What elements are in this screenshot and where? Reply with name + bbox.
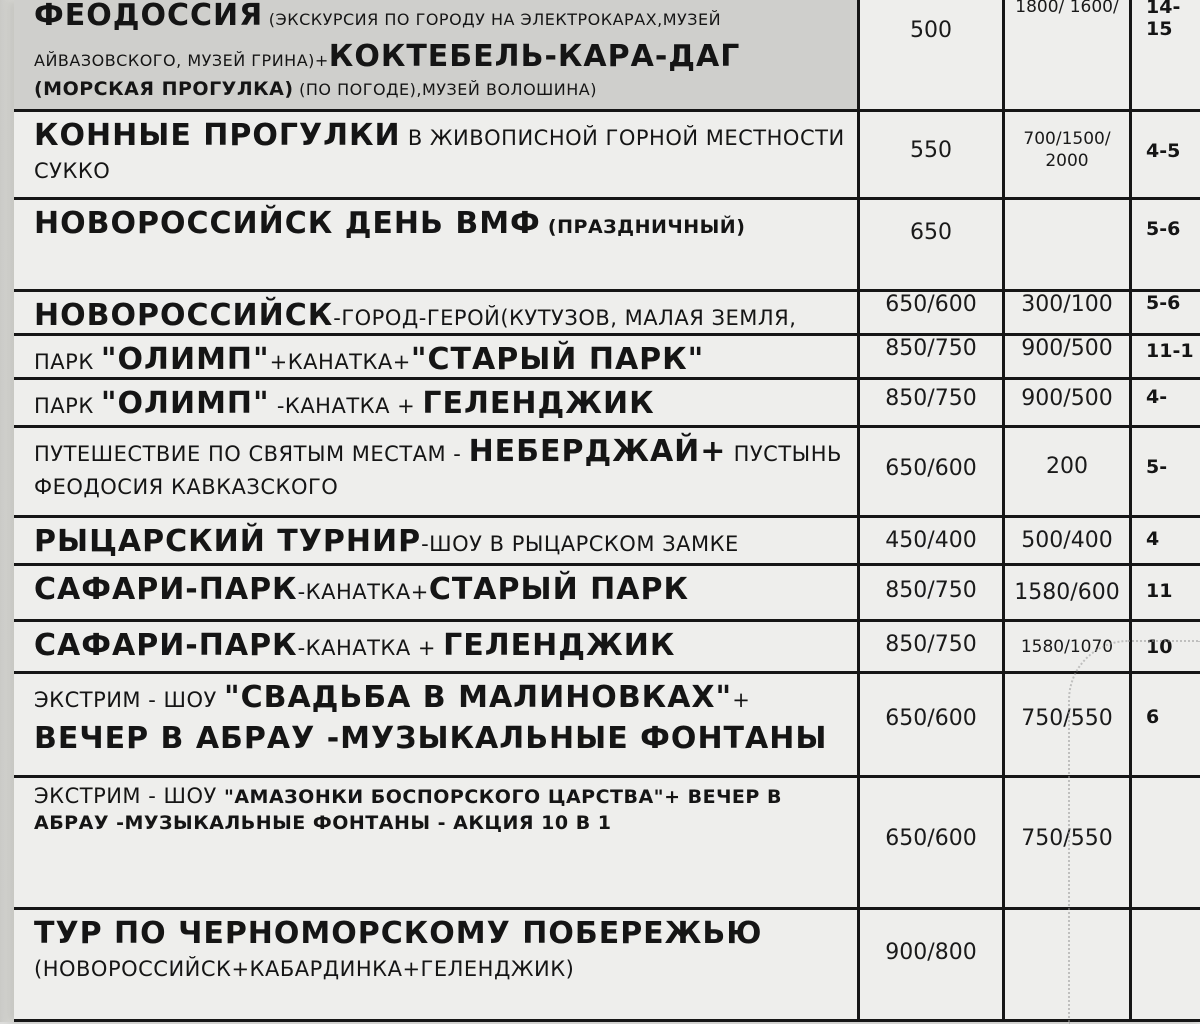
excursion-title-part: "ОЛИМП" [100,386,270,421]
excursion-title-part: ГЕЛЕНДЖИК [422,386,655,421]
excursion-title-part: -КАНАТКА + [269,394,423,418]
days-cell [1132,566,1200,619]
table-row [14,428,1200,518]
excursion-title-part: -ШОУ В РЫЦАРСКОМ ЗАМКЕ [421,532,739,556]
extra-price-cell [1005,0,1132,109]
excursion-title-cell [14,336,860,377]
excursion-title-part: ГЕЛЕНДЖИК [443,628,676,663]
excursion-title-part: (НОВОРОССИЙСК+КАБАРДИНКА+ГЕЛЕНДЖИК) [34,956,575,981]
price-cell [860,0,1005,109]
extra-price-value: 900/500 [1021,336,1113,361]
days-cell [1132,0,1200,109]
excursion-title-cell [14,622,860,671]
extra-price-value: 300/100 [1021,292,1113,317]
price-cell [860,622,1005,671]
days-value: 10 [1146,636,1173,658]
price-value: 650/600 [885,706,977,731]
price-value: 650/600 [885,292,977,317]
table-row [14,112,1200,200]
excursion-title-cell [14,200,860,289]
price-cell [860,566,1005,619]
excursion-title-part: САФАРИ-ПАРК [34,572,298,607]
excursion-title-part: ВЕЧЕР В АБРАУ -МУЗЫКАЛЬНЫЕ ФОНТАНЫ [34,720,828,756]
excursion-title-part: "ОЛИМП" [100,342,270,377]
extra-price-value: 1580/1070 [1020,637,1114,657]
excursion-title-part: "СВАДЬБА В МАЛИНОВКАХ" [223,680,733,715]
excursion-title-part: САФАРИ-ПАРК [34,628,298,663]
excursion-title-part: (ПО ПОГОДЕ),МУЗЕЙ ВОЛОШИНА) [293,80,597,99]
excursion-title-part: НОВОРОССИЙСК [34,298,334,333]
extra-price-cell [1005,380,1132,425]
excursion-title-part: КОКТЕБЕЛЬ-КАРА- [328,38,669,74]
excursion-title-part: ПУТЕШЕСТВИЕ ПО СВЯТЫМ МЕСТАМ - [34,442,469,466]
excursion-title-part: "АМАЗОНКИ БОСПОРСКОГО ЦАРСТВА"+ ВЕЧЕР В АБРАУ -МУЗЫКАЛЬНЫЕ ФОНТАНЫ - АКЦИЯ 10 В 1 [34,786,782,834]
excursion-title-cell [14,674,860,775]
days-value: 5-6 [1146,218,1181,240]
table-row [14,778,1200,910]
price-cell [860,200,1005,289]
excursion-title-part: + [732,688,751,712]
price-value: 650/600 [885,826,977,851]
days-value: 4-5 [1146,140,1181,162]
days-cell [1132,200,1200,289]
excursion-title-part: СТАРЫЙ ПАРК [428,572,689,607]
table-row [14,674,1200,778]
days-value: 4 [1146,528,1160,550]
excursion-title-part: ПАРК [34,350,101,374]
table-row [14,518,1200,566]
excursion-title-part: ТУР ПО ЧЕРНОМОРСКОМУ ПОБЕРЕЖЬЮ [34,916,763,951]
days-value: 4- [1146,386,1168,408]
days-cell [1132,428,1200,515]
excursion-title-cell [14,428,860,515]
excursion-title-part: (ПРАЗДНИЧНЫЙ) [540,216,746,238]
price-value: 450/400 [885,528,977,553]
price-value: 550 [910,138,952,163]
excursion-title-cell [14,518,860,563]
days-value: 5-6 [1146,292,1181,314]
days-value: 14- 15 [1146,0,1181,40]
stamp-mark [1068,640,1200,1024]
excursion-title-part: (МОРСКАЯ ПРОГУЛКА) [34,78,294,100]
price-cell [860,518,1005,563]
extra-price-value: 1800/ 1600/ [1015,0,1119,17]
extra-price-value: 750/550 [1021,826,1113,851]
days-cell [1132,112,1200,197]
price-cell [860,778,1005,907]
days-value: 6 [1146,706,1160,728]
excursion-title-part: (ЭКСКУРСИЯ ПО ГОРОДУ НА ЭЛЕКТРОКАРАХ, [263,10,663,29]
table-row [14,200,1200,292]
excursion-title-part: ПУСТЫНЬ ФЕОДОСИЯ КАВКАЗСКОГО [34,442,842,499]
extra-price-cell [1005,518,1132,563]
excursion-title-part: В ЖИВОПИСНОЙ ГОРНОЙ МЕСТНОСТИ СУККО [34,126,845,183]
days-value: 11 [1146,580,1173,602]
extra-price-cell [1005,566,1132,619]
extra-price-cell [1005,200,1132,289]
days-value: 5- [1146,456,1168,478]
excursion-title-part: ДАГ [668,38,741,74]
table-row [14,292,1200,336]
price-cell [860,674,1005,775]
price-value: 500 [910,18,952,43]
table-row [14,566,1200,622]
excursion-title-part: ЭКСТРИМ - ШОУ [34,784,224,808]
extra-price-value: 900/500 [1021,386,1113,411]
excursion-title-part: -ГОРОД-ГЕРОЙ(КУТУЗОВ, МАЛАЯ ЗЕМЛЯ, [333,306,797,330]
page-edge [0,0,14,1022]
extra-price-value: 700/1500/ 2000 [1023,129,1111,172]
table-row [14,336,1200,380]
excursion-title-part: НЕБЕРДЖАЙ+ [468,434,727,469]
excursion-title-part: ФЕОДОССИЯ [34,0,264,33]
excursion-title-cell [14,0,860,109]
days-cell [1132,336,1200,377]
days-cell [1132,380,1200,425]
extra-price-value: 200 [1046,454,1088,479]
excursion-title-cell [14,778,860,907]
price-cell [860,428,1005,515]
price-cell [860,112,1005,197]
excursion-title-cell [14,566,860,619]
extra-price-value: 750/550 [1021,706,1113,731]
excursion-title-part: МУЗЕЙ АЙВАЗОВСКОГО, МУЗЕЙ ГРИНА)+ [34,10,722,70]
price-value: 850/750 [885,632,977,657]
excursion-title-part: -КАНАТКА + [297,636,444,660]
extra-price-cell [1005,292,1132,333]
price-value: 900/800 [885,940,977,965]
price-value: 650 [910,220,952,245]
price-value: 850/750 [885,336,977,361]
price-value: 650/600 [885,456,977,481]
table-row [14,910,1200,1022]
price-cell [860,380,1005,425]
excursion-title-part: ЭКСТРИМ - ШОУ [34,688,224,712]
excursion-title-part: НОВОРОССИЙСК ДЕНЬ ВМФ [34,206,541,241]
price-cell [860,910,1005,1019]
excursion-title-part: -КАНАТКА+ [297,580,429,604]
days-cell [1132,518,1200,563]
price-cell [860,292,1005,333]
excursion-title-part: КОННЫЕ ПРОГУЛКИ [34,118,401,153]
table-row [14,0,1200,112]
extra-price-cell [1005,428,1132,515]
extra-price-cell [1005,112,1132,197]
excursion-title-cell [14,380,860,425]
excursion-title-cell [14,292,860,333]
excursion-title-part: ПАРК [34,394,101,418]
price-value: 850/750 [885,578,977,603]
extra-price-value: 500/400 [1021,528,1113,553]
excursion-title-cell [14,910,860,1019]
extra-price-value: 1580/600 [1014,580,1120,605]
excursion-title-part: РЫЦАРСКИЙ ТУРНИР [34,524,422,559]
days-cell [1132,292,1200,333]
price-value: 850/750 [885,386,977,411]
price-list-sheet [14,0,1200,1022]
extra-price-cell [1005,336,1132,377]
days-value: 11-1 [1146,340,1194,362]
price-cell [860,336,1005,377]
excursion-title-part: +КАНАТКА+ [269,350,411,374]
table-row [14,380,1200,428]
table-row [14,622,1200,674]
excursion-title-part: "СТАРЫЙ ПАРК" [410,342,705,377]
excursion-title-cell [14,112,860,197]
